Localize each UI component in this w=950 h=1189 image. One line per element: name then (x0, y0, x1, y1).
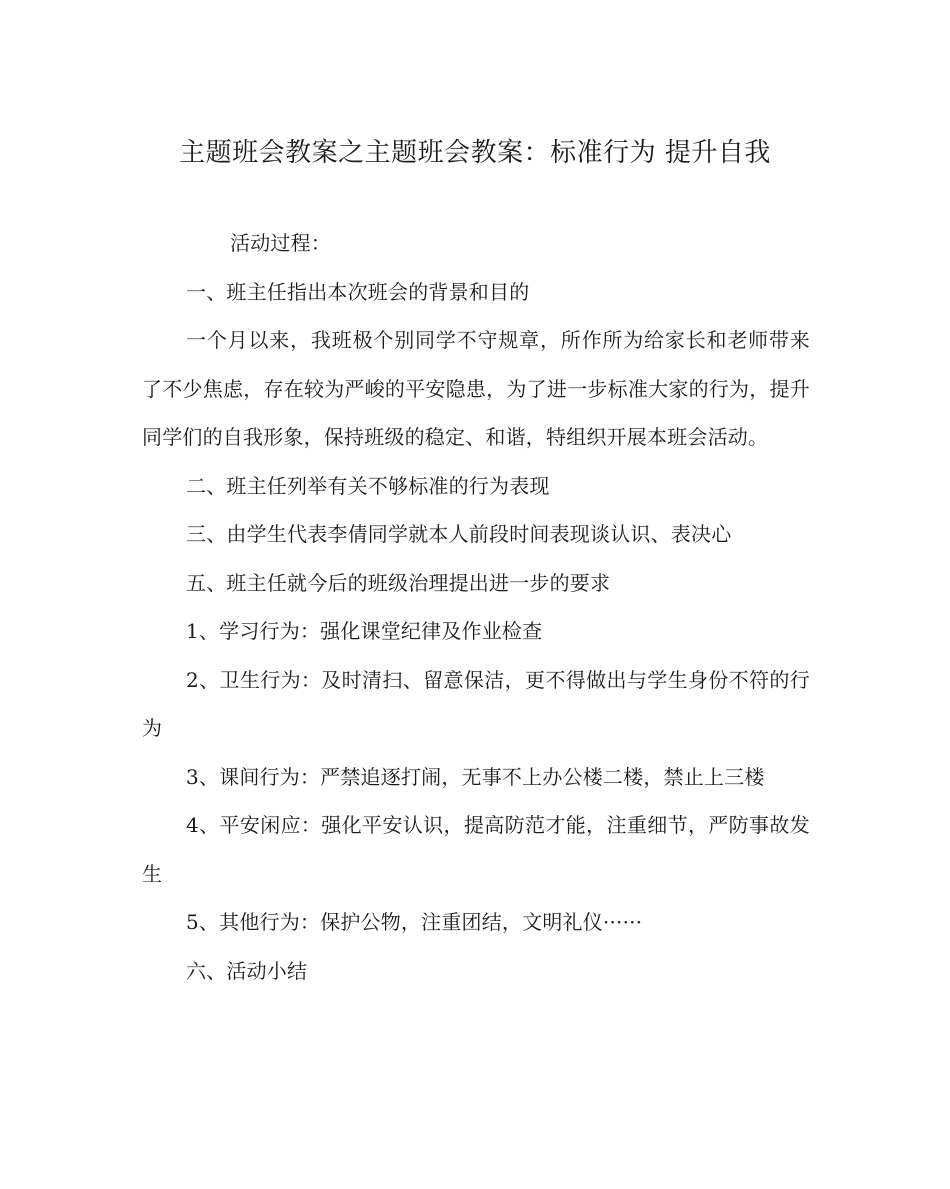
list-item-study: 1、学习行为：强化课堂纪律及作业检查 (186, 619, 543, 643)
paragraph-section-5: 五、班主任就今后的班级治理提出进一步的要求 (186, 570, 611, 595)
list-item-break: 3、课间行为：严禁追逐打闹，无事不上办公楼二楼，禁止上三楼 (186, 764, 765, 789)
list-item-hygiene: 2、卫生行为：及时清扫、留意保洁，更不得做出与学生身份不符的行为 (142, 667, 810, 740)
paragraph-section-1: 一、班主任指出本次班会的背景和目的 (186, 279, 530, 304)
paragraph-background: 一个月以来，我班极个别同学不守规章，所作所为给家长和老师带来了不少焦虑，存在较为严峻的平安隐患，为了进一步标准大家的行为，提升同学们的自我形象，保持班级的稳定、和谐，特组织开展本班会活动。 (142, 328, 810, 449)
document-body (142, 219, 810, 995)
paragraph-section-3: 三、由学生代表李倩同学就本人前段时间表现谈认识、表决心 (186, 522, 732, 546)
section-heading-process: 活动过程： (230, 231, 331, 255)
document-title: 主题班会教案之主题班会教案：标准行为 提升自我 (179, 138, 771, 168)
list-item-other: 5、其他行为：保护公物，注重团结，文明礼仪······ (186, 910, 643, 934)
list-item-safety: 4、平安闲应：强化平安认识，提高防范才能，注重细节，严防事故发生 (142, 813, 810, 886)
paragraph-section-2: 二、班主任列举有关不够标准的行为表现 (186, 473, 550, 498)
paragraph-section-6: 六、活动小结 (186, 958, 308, 983)
